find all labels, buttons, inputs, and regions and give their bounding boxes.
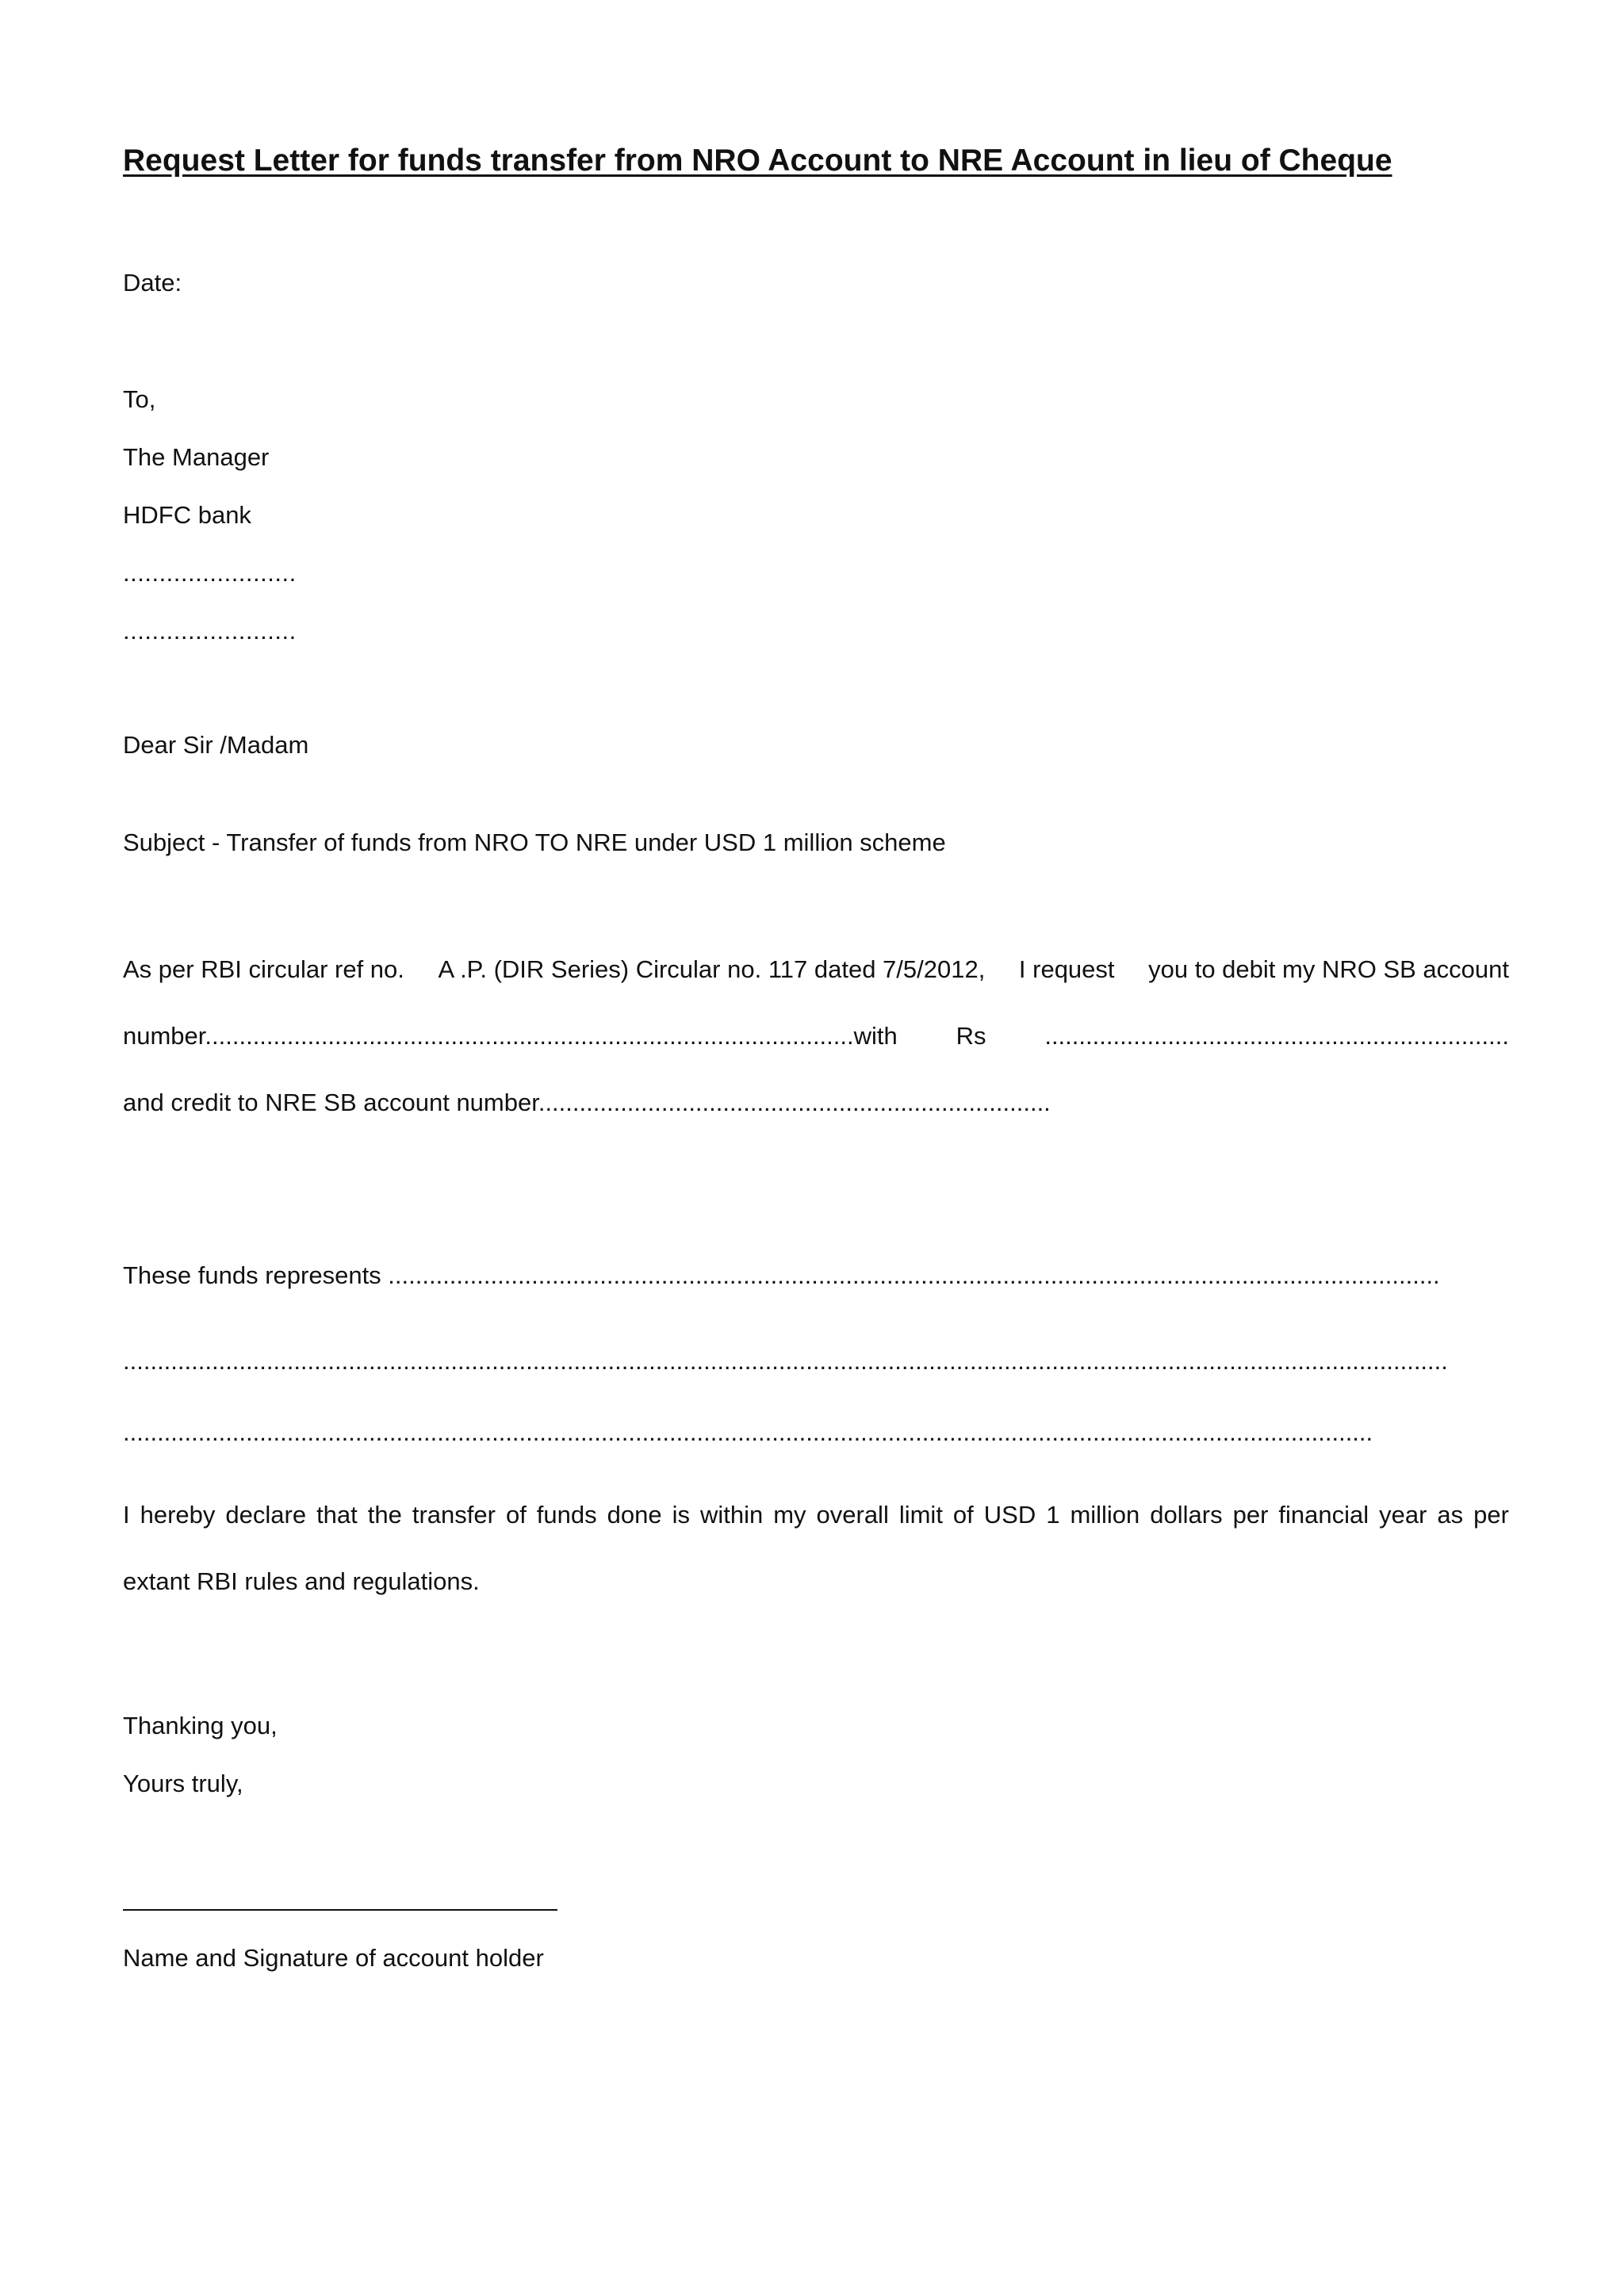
declaration-word: as bbox=[1437, 1501, 1464, 1529]
dotted-line-2: ....................................................................................................................................................................................... bbox=[123, 1418, 1373, 1446]
closing-thanks: Thanking you, bbox=[123, 1712, 278, 1739]
declaration-word: million bbox=[1070, 1501, 1140, 1529]
declaration-word: funds bbox=[536, 1501, 597, 1529]
paragraph-1-line-1 bbox=[123, 954, 1509, 985]
para1-segment: Rs bbox=[956, 1022, 986, 1050]
address-line-2: ........................ bbox=[123, 617, 297, 645]
letter-title: Request Letter for funds transfer from NRO Account to NRE Account in lieu of Cheque bbox=[123, 144, 1392, 178]
declaration-word: my bbox=[773, 1501, 806, 1529]
declaration-word: of bbox=[505, 1501, 527, 1529]
declaration-word: per bbox=[1232, 1501, 1269, 1529]
declaration-word: within bbox=[699, 1501, 764, 1529]
declaration-word: of bbox=[952, 1501, 974, 1529]
declaration-word: per bbox=[1473, 1501, 1509, 1529]
para1-segment: number...............................................................................................with bbox=[123, 1022, 898, 1050]
declaration-word: done bbox=[607, 1501, 662, 1529]
declaration-word: I bbox=[123, 1501, 130, 1529]
declaration-word: dollars bbox=[1150, 1501, 1223, 1529]
recipient-line: The Manager bbox=[123, 443, 270, 471]
signature-caption: Name and Signature of account holder bbox=[123, 1944, 544, 1972]
declaration-word: USD bbox=[983, 1501, 1036, 1529]
signature-line bbox=[123, 1909, 557, 1911]
to-line: To, bbox=[123, 385, 156, 413]
para1-segment: As per RBI circular ref no. bbox=[123, 955, 404, 983]
declaration-word: financial bbox=[1278, 1501, 1369, 1529]
funds-represent-line: These funds represents .......................................................................................................................................................... bbox=[123, 1261, 1440, 1289]
declaration-word: year bbox=[1379, 1501, 1427, 1529]
declaration-word: that bbox=[316, 1501, 358, 1529]
declaration-word: limit bbox=[898, 1501, 943, 1529]
dotted-line-1: .................................................................................................................................................................................................. bbox=[123, 1347, 1448, 1375]
date-label: Date: bbox=[123, 269, 182, 297]
declaration-word: transfer bbox=[412, 1501, 496, 1529]
paragraph-1-line-3: and credit to NRE SB account number........................................................................... bbox=[123, 1089, 1051, 1116]
declaration-word: the bbox=[367, 1501, 402, 1529]
declaration-word: overall bbox=[816, 1501, 889, 1529]
para1-segment: you to debit my NRO SB account bbox=[1148, 955, 1509, 983]
salutation: Dear Sir /Madam bbox=[123, 731, 309, 759]
declaration-word: is bbox=[672, 1501, 690, 1529]
address-line-1: ........................ bbox=[123, 559, 297, 587]
paragraph-1-line-2 bbox=[123, 1020, 1509, 1052]
declaration-line-2: extant RBI rules and regulations. bbox=[123, 1567, 480, 1595]
subject-line: Subject - Transfer of funds from NRO TO NRE under USD 1 million scheme bbox=[123, 828, 946, 856]
declaration-word: declare bbox=[225, 1501, 307, 1529]
declaration-word: hereby bbox=[140, 1501, 216, 1529]
closing-yours: Yours truly, bbox=[123, 1770, 243, 1797]
para1-segment: I request bbox=[1018, 955, 1115, 983]
bank-line: HDFC bank bbox=[123, 501, 251, 529]
declaration-line-1 bbox=[123, 1499, 1509, 1531]
declaration-word: 1 bbox=[1046, 1501, 1060, 1529]
para1-segment: A .P. (DIR Series) Circular no. 117 dated 7/5/2012, bbox=[438, 955, 986, 983]
para1-segment: .................................................................... bbox=[1044, 1022, 1509, 1050]
